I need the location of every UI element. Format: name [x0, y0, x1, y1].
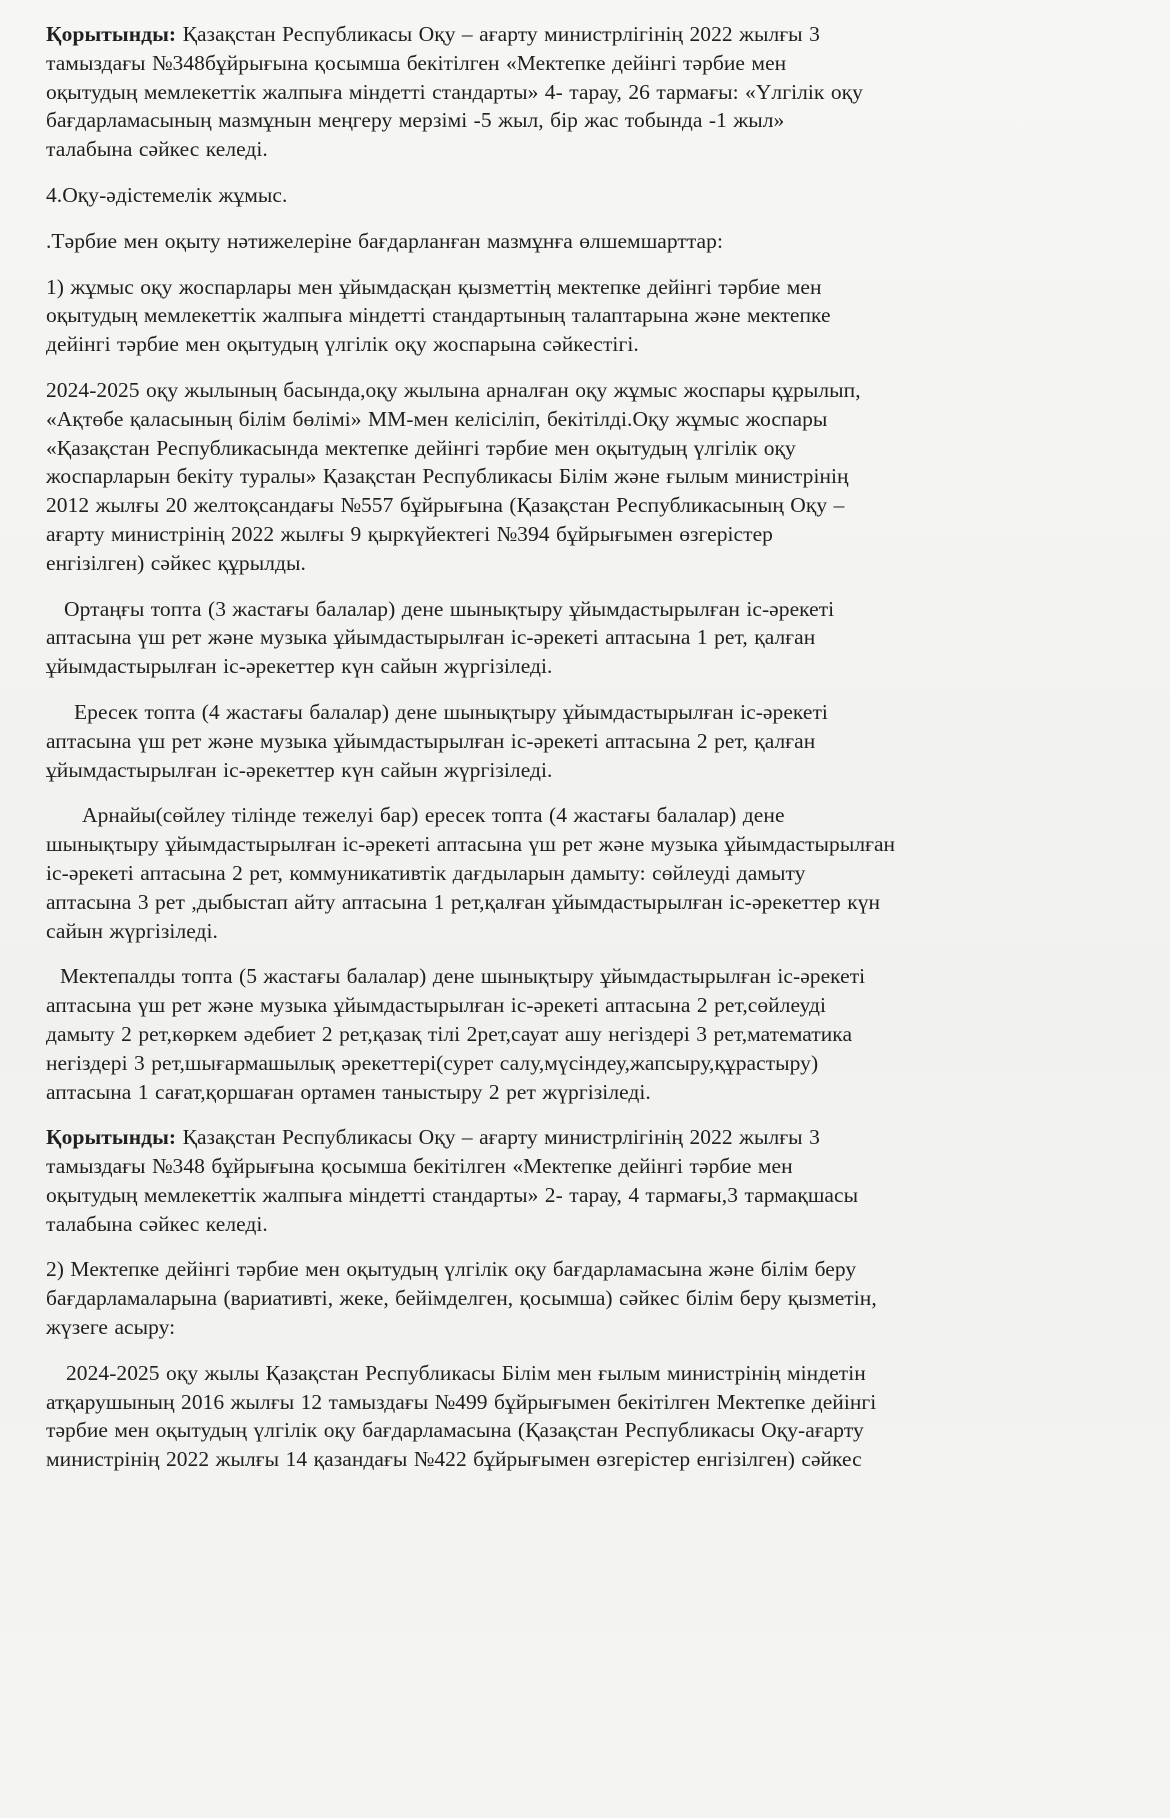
text-line: шынықтыру ұйымдастырылған іс-әрекеті аптасына үш рет және музыка ұйымдастырылған	[46, 832, 896, 857]
text-line: 2) Мектепке дейінгі тәрбие мен оқытудың үлгілік оқу бағдарламасына және білім беру	[46, 1257, 857, 1282]
criteria-item-1	[46, 273, 1126, 359]
text-line: аптасына 1 сағат,қоршаған ортамен таныстыру 2 рет жүргізіледі.	[46, 1079, 651, 1104]
text-line: «Ақтөбе қаласының білім бөлімі» ММ-мен келісіліп, бекітілді.Оқу жұмыс жоспары	[46, 406, 828, 431]
spacer	[46, 784, 1126, 801]
text-line	[46, 20, 1126, 49]
text-line: министрінің 2022 жылғы 14 қазандағы №422 бұйрығымен өзгерістер енгізілген) сәйкес	[46, 1447, 862, 1472]
criteria-item-2	[46, 1255, 1126, 1341]
text-line: іс-әрекеті аптасына 2 рет, коммуникативтік дағдыларын дамыту: сөйлеуді дамыту	[46, 860, 806, 885]
text-line: аптасына үш рет және музыка ұйымдастырылған іс-әрекеті аптасына 2 рет,сөйлеуді	[46, 993, 827, 1018]
text-line: Ересек топта (4 жастағы балалар) дене шынықтыру ұйымдастырылған іс-әрекеті	[74, 699, 828, 724]
text-line: оқытудың мемлекеттік жалпыға міндетті стандарты» 2- тарау, 4 тармағы,3 тармақшасы	[46, 1182, 859, 1207]
special-group-paragraph	[46, 801, 1126, 945]
spacer	[46, 1238, 1126, 1255]
final-paragraph	[46, 1359, 1126, 1474]
text-line: аптасына үш рет және музыка ұйымдастырылған іс-әрекеті аптасына 1 рет, қалған	[46, 625, 816, 650]
text-line: .Тәрбие мен оқыту нәтижелеріне бағдарланған мазмұнға өлшемшарттар:	[46, 228, 723, 253]
text-line: тәрбие мен оқытудың үлгілік оқу бағдарламасына (Қазақстан Республикасы Оқу-ағарту	[46, 1418, 864, 1443]
text-line: жүзеге асыру:	[46, 1315, 176, 1340]
text-line: дамыту 2 рет,көркем әдебиет 2 рет,қазақ тілі 2рет,сауат ашу негіздері 3 рет,математика	[46, 1021, 853, 1046]
text-line: 2024-2025 оқу жылы Қазақстан Республикасы Білім мен ғылым министрінің міндетін	[66, 1360, 866, 1385]
spacer	[46, 578, 1126, 595]
conclusion-label: Қорытынды:	[46, 22, 177, 46]
text-line: аптасына 3 рет ,дыбыстап айту аптасына 1 рет,қалған ұйымдастырылған іс-әрекеттер күн	[46, 889, 881, 914]
middle-group-paragraph	[46, 595, 1126, 681]
conclusion-label: Қорытынды:	[46, 1125, 177, 1150]
text-line: енгізілген) сәйкес құрылды.	[46, 550, 306, 575]
spacer	[46, 210, 1126, 227]
text-line: оқытудың мемлекеттік жалпыға міндетті стандарты» 4- тарау, 26 тармағы: «Үлгілік оқу	[46, 79, 863, 104]
text-segment: Қазақстан Республикасы Оқу – ағарту министрлігінің 2022 жылғы 3	[176, 1125, 820, 1150]
text-line: 2024-2025 оқу жылының басында,оқу жылына арналған оқу жұмыс жоспары құрылып,	[46, 377, 861, 402]
text-line: 4.Оқу-әдістемелік жұмыс.	[46, 182, 288, 207]
spacer	[46, 1342, 1126, 1359]
text-line: ағарту министрінің 2022 жылғы 9 қыркүйектегі №394 бұйрығымен өзгерістер	[46, 521, 773, 546]
text-line: Мектепалды топта (5 жастағы балалар) дене шынықтыру ұйымдастырылған іс-әрекеті	[60, 964, 866, 989]
text-line: ұйымдастырылған іс-әрекеттер күн сайын жүргізіледі.	[46, 757, 553, 782]
text-line: Ортаңғы топта (3 жастағы балалар) дене шынықтыру ұйымдастырылған іс-әрекеті	[64, 596, 835, 621]
section-heading	[46, 181, 1126, 210]
text-line: талабына сәйкес келеді.	[46, 137, 268, 162]
spacer	[46, 945, 1126, 962]
text-line: тамыздағы №348 бұйрығына қосымша бекітілген «Мектепке дейінгі тәрбие мен	[46, 1154, 793, 1179]
text-line: аптасына үш рет және музыка ұйымдастырылған іс-әрекеті аптасына 2 рет, қалған	[46, 728, 816, 753]
spacer	[46, 164, 1126, 181]
text-line: «Қазақстан Республикасында мектепке дейінгі тәрбие мен оқытудың үлгілік оқу	[46, 435, 796, 460]
text-line: тамыздағы №348бұйрығына қосымша бекітілген «Мектепке дейінгі тәрбие мен	[46, 50, 787, 75]
spacer	[46, 256, 1126, 273]
text-line: талабына сәйкес келеді.	[46, 1211, 268, 1236]
text-line: Арнайы(сөйлеу тілінде тежелуі бар) ересек топта (4 жастағы балалар) дене	[82, 803, 785, 828]
conclusion-paragraph-1	[46, 20, 1126, 164]
text-line: ұйымдастырылған іс-әрекеттер күн сайын жүргізіледі.	[46, 654, 553, 679]
plan-paragraph	[46, 376, 1126, 578]
text-line: атқарушының 2016 жылғы 12 тамыздағы №499 бұйрығымен бекітілген Мектепке дейінгі	[46, 1389, 877, 1414]
text-line: жоспарларын бекіту туралы» Қазақстан Республикасы Білім және ғылым министрінің	[46, 464, 849, 489]
text-line: бағдарламасының мазмұнын меңгеру мерзімі -5 жыл, бір жас тобында -1 жыл»	[46, 108, 785, 133]
text-segment: Қазақстан Республикасы Оқу – ағарту министрлігінің 2022 жылғы 3	[176, 22, 820, 46]
text-line	[46, 1123, 1126, 1152]
spacer	[46, 681, 1126, 698]
preschool-group-paragraph	[46, 962, 1126, 1106]
text-line: 1) жұмыс оқу жоспарлары мен ұйымдасқан қызметтің мектепке дейінгі тәрбие мен	[46, 274, 822, 299]
spacer	[46, 1106, 1126, 1123]
conclusion-paragraph-2	[46, 1123, 1126, 1238]
senior-group-paragraph	[46, 698, 1126, 784]
spacer	[46, 359, 1126, 376]
text-line: оқытудың мемлекеттік жалпыға міндетті стандартының талаптарына және мектепке	[46, 303, 831, 328]
criteria-heading	[46, 227, 1126, 256]
text-line: 2012 жылғы 20 желтоқсандағы №557 бұйрығына (Қазақстан Республикасының Оқу –	[46, 493, 845, 518]
text-line: негіздері 3 рет,шығармашылық әрекеттері(сурет салу,мүсіндеу,жапсыру,құрастыру)	[46, 1050, 819, 1075]
text-line: дейінгі тәрбие мен оқытудың үлгілік оқу жоспарына сәйкестігі.	[46, 332, 639, 357]
text-line: бағдарламаларына (вариативті, жеке, бейімделген, қосымша) сәйкес білім беру қызметін,	[46, 1286, 877, 1311]
text-line: сайын жүргізіледі.	[46, 918, 218, 943]
